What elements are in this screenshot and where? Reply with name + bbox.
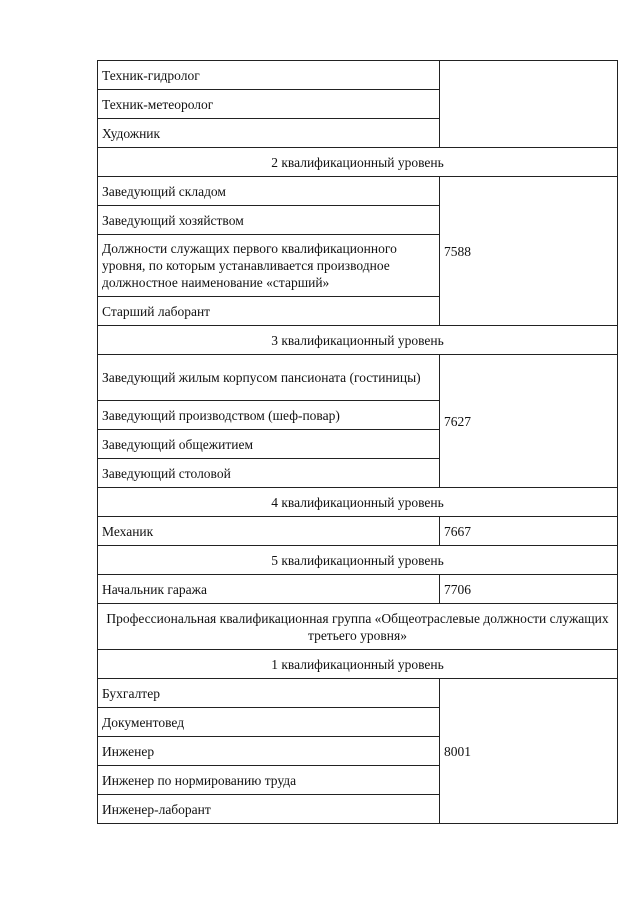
salary-code: 7706 bbox=[440, 575, 618, 604]
position-name: Механик bbox=[98, 517, 440, 546]
position-name: Заведующий хозяйством bbox=[98, 206, 440, 235]
salary-code: 7588 bbox=[440, 177, 618, 326]
position-name: Художник bbox=[98, 119, 440, 148]
position-name: Инженер bbox=[98, 737, 440, 766]
position-name: Техник-гидролог bbox=[98, 61, 440, 90]
level-header-row bbox=[98, 546, 618, 575]
position-name: Инженер-лаборант bbox=[98, 795, 440, 824]
salary-code: 7667 bbox=[440, 517, 618, 546]
position-name: Старший лаборант bbox=[98, 297, 440, 326]
level-title: 1 квалификационный уровень bbox=[98, 650, 618, 679]
level-title: 3 квалификационный уровень bbox=[98, 326, 618, 355]
position-name: Инженер по нормированию труда bbox=[98, 766, 440, 795]
qualification-table bbox=[97, 60, 618, 824]
salary-code-cell bbox=[440, 61, 618, 148]
position-name: Бухгалтер bbox=[98, 679, 440, 708]
level-header-row bbox=[98, 650, 618, 679]
table-row bbox=[98, 61, 618, 90]
level-title: 4 квалификационный уровень bbox=[98, 488, 618, 517]
salary-code: 8001 bbox=[440, 679, 618, 824]
table-row bbox=[98, 177, 618, 206]
level-header-row bbox=[98, 326, 618, 355]
level-header-row bbox=[98, 488, 618, 517]
table-row bbox=[98, 575, 618, 604]
position-name: Заведующий столовой bbox=[98, 459, 440, 488]
table-row bbox=[98, 355, 618, 401]
position-name: Техник-метеоролог bbox=[98, 90, 440, 119]
position-name: Заведующий производством (шеф-повар) bbox=[98, 401, 440, 430]
group-header-row bbox=[98, 604, 618, 650]
table-row bbox=[98, 517, 618, 546]
position-name: Заведующий жилым корпусом пансионата (гостиницы) bbox=[98, 355, 440, 401]
level-header-row bbox=[98, 148, 618, 177]
position-name: Заведующий складом bbox=[98, 177, 440, 206]
position-name: Документовед bbox=[98, 708, 440, 737]
salary-code: 7627 bbox=[440, 355, 618, 488]
group-title: Профессиональная квалификационная группа «Общеотраслевые должности служащих третьего уровня» bbox=[98, 604, 618, 650]
level-title: 5 квалификационный уровень bbox=[98, 546, 618, 575]
position-name: Должности служащих первого квалификационного уровня, по которым устанавливается производное должностное наименование «старший» bbox=[98, 235, 440, 297]
position-name: Заведующий общежитием bbox=[98, 430, 440, 459]
table-row bbox=[98, 679, 618, 708]
level-title: 2 квалификационный уровень bbox=[98, 148, 618, 177]
position-name: Начальник гаража bbox=[98, 575, 440, 604]
